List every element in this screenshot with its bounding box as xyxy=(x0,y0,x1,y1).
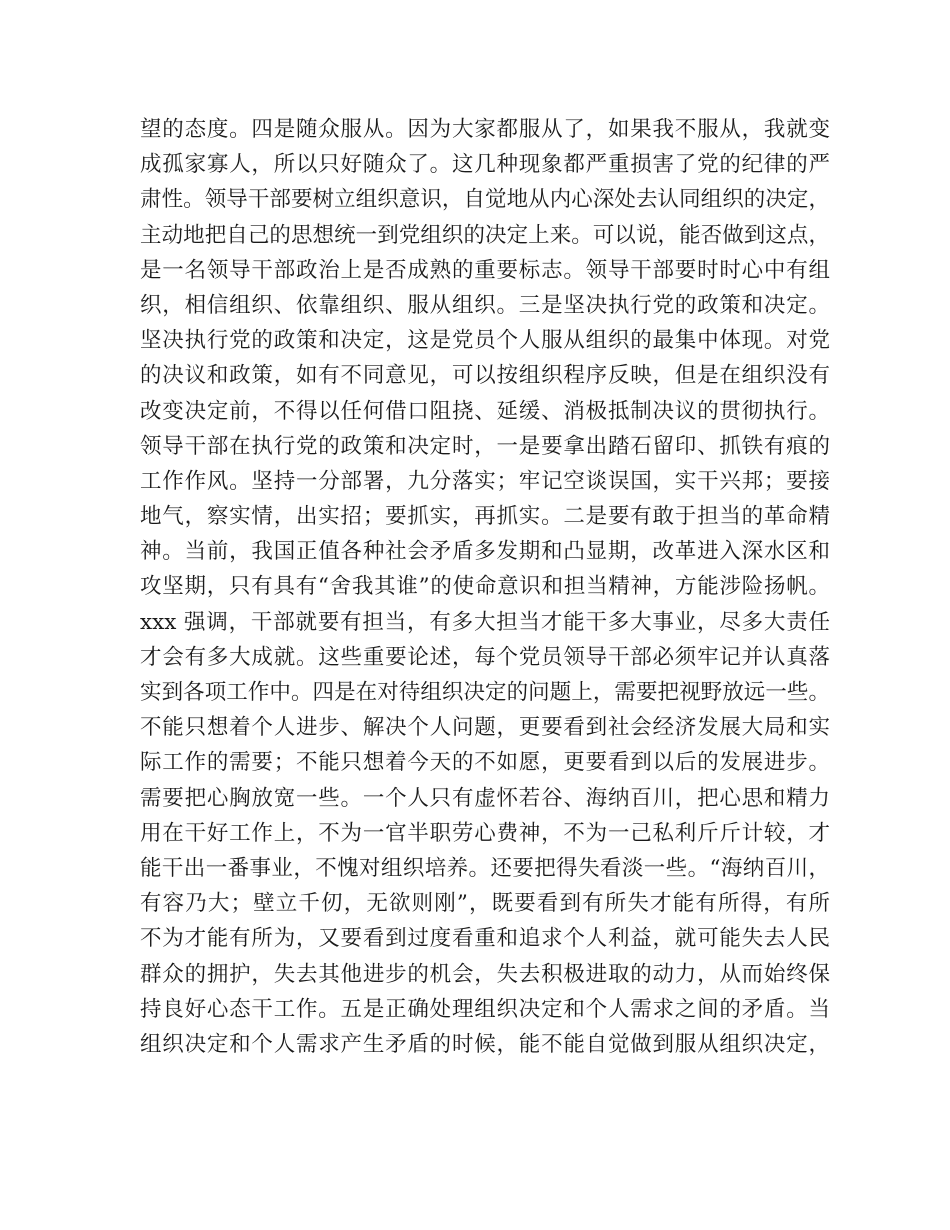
text-line: 的决议和政策，如有不同意见，可以按组织程序反映，但是在组织没有 xyxy=(140,363,830,389)
text-line: 是一名领导干部政治上是否成熟的重要标志。领导干部要时时心中有组 xyxy=(140,257,830,283)
text-line: 需要把心胸放宽一些。一个人只有虚怀若谷、海纳百川，把心思和精力 xyxy=(140,785,830,811)
text-line: 神。当前，我国正值各种社会矛盾多发期和凸显期，改革进入深水区和 xyxy=(140,539,830,565)
text-line: 主动地把自己的思想统一到党组织的决定上来。可以说，能否做到这点， xyxy=(140,222,830,248)
text-line: 不能只想着个人进步、解决个人问题，更要看到社会经济发展大局和实 xyxy=(140,715,830,741)
text-line: 际工作的需要；不能只想着今天的不如愿，更要看到以后的发展进步。 xyxy=(140,750,830,776)
text-line: 持良好心态干工作。五是正确处理组织决定和个人需求之间的矛盾。当 xyxy=(140,996,830,1022)
text-line: 坚决执行党的政策和决定，这是党员个人服从组织的最集中体现。对党 xyxy=(140,328,830,354)
body-text xyxy=(140,112,830,1062)
text-line: 群众的拥护，失去其他进步的机会，失去积极进取的动力，从而始终保 xyxy=(140,961,830,987)
text-line: 地气，察实情，出实招；要抓实，再抓实。二是要有敢于担当的革命精 xyxy=(140,504,830,530)
text-line: 组织决定和个人需求产生矛盾的时候，能不能自觉做到服从组织决定， xyxy=(140,1031,830,1057)
text-line: 改变决定前，不得以任何借口阻挠、延缓、消极抵制决议的贯彻执行。 xyxy=(140,398,830,424)
text-line: 攻坚期，只有具有“舍我其谁”的使命意识和担当精神，方能涉险扬帆。 xyxy=(140,574,830,600)
text-line: 望的态度。四是随众服从。因为大家都服从了，如果我不服从，我就变 xyxy=(140,117,830,142)
text-line: 工作作风。坚持一分部署，九分落实；牢记空谈误国，实干兴邦；要接 xyxy=(140,468,830,494)
text-line: 能干出一番事业，不愧对组织培养。还要把得失看淡一些。“海纳百川， xyxy=(140,855,830,881)
text-line: 领导干部在执行党的政策和决定时，一是要拿出踏石留印、抓铁有痕的 xyxy=(140,433,830,459)
text-line: 用在干好工作上，不为一官半职劳心费神，不为一己私利斤斤计较，才 xyxy=(140,820,830,846)
text-line: 有容乃大；壁立千仞，无欲则刚”，既要看到有所失才能有所得，有所 xyxy=(140,891,830,917)
text-line: 织，相信组织、依靠组织、服从组织。三是坚决执行党的政策和决定。 xyxy=(140,292,830,318)
text-line: 肃性。领导干部要树立组织意识，自觉地从内心深处去认同组织的决定， xyxy=(140,187,830,213)
text-line: 才会有多大成就。这些重要论述，每个党员领导干部必须牢记并认真落 xyxy=(140,644,830,670)
text-line: 不为才能有所为，又要看到过度看重和追求个人利益，就可能失去人民 xyxy=(140,926,830,952)
text-line: xxx 强调，干部就要有担当，有多大担当才能干多大事业，尽多大责任 xyxy=(140,609,830,635)
text-line: 实到各项工作中。四是在对待组织决定的问题上，需要把视野放远一些。 xyxy=(140,680,830,705)
text-line: 成孤家寡人，所以只好随众了。这几种现象都严重损害了党的纪律的严 xyxy=(140,152,830,178)
